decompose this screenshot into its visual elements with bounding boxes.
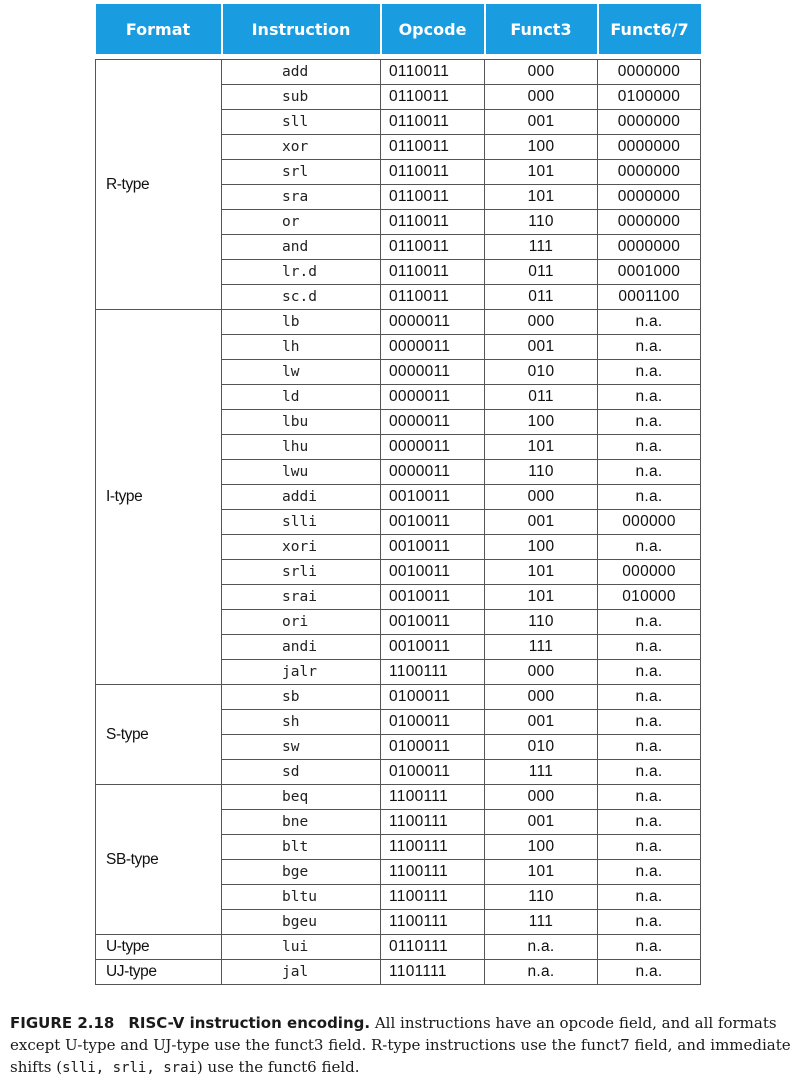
opcode-cell: 0110011: [381, 185, 485, 210]
funct3-cell: 001: [485, 510, 598, 535]
funct3-cell: 010: [485, 735, 598, 760]
opcode-cell: 0010011: [381, 535, 485, 560]
header-opcode: Opcode: [381, 4, 485, 54]
funct67-cell: n.a.: [598, 735, 701, 760]
table-row: [96, 685, 701, 710]
funct67-cell: n.a.: [598, 385, 701, 410]
funct67-cell: 0001100: [598, 285, 701, 310]
funct3-cell: 011: [485, 385, 598, 410]
opcode-cell: 0110011: [381, 135, 485, 160]
opcode-cell: 0110011: [381, 235, 485, 260]
opcode-cell: 0110011: [381, 110, 485, 135]
funct67-cell: 0000000: [598, 135, 701, 160]
funct3-cell: 111: [485, 235, 598, 260]
caption-text-before: All instructions have an opcode field, and all formats except U-type and UJ-type use the funct3 field. R-type instructions use the funct7 field, and immediate shifts (: [10, 1014, 791, 1076]
instruction-cell: srai: [222, 585, 381, 610]
instruction-cell: ori: [222, 610, 381, 635]
instruction-cell: bge: [222, 860, 381, 885]
opcode-cell: 0010011: [381, 635, 485, 660]
opcode-cell: 0110011: [381, 60, 485, 85]
opcode-cell: 0110011: [381, 285, 485, 310]
instruction-cell: andi: [222, 635, 381, 660]
format-cell: U-type: [96, 935, 222, 960]
instruction-encoding-table: [95, 4, 701, 985]
header-format: Format: [96, 4, 222, 54]
instruction-cell: srli: [222, 560, 381, 585]
opcode-cell: 1100111: [381, 785, 485, 810]
instruction-cell: ld: [222, 385, 381, 410]
instruction-cell: blt: [222, 835, 381, 860]
instruction-cell: sra: [222, 185, 381, 210]
opcode-cell: 1100111: [381, 660, 485, 685]
instruction-cell: srl: [222, 160, 381, 185]
instruction-cell: jalr: [222, 660, 381, 685]
instruction-cell: bgeu: [222, 910, 381, 935]
funct67-cell: n.a.: [598, 660, 701, 685]
funct3-cell: 110: [485, 885, 598, 910]
instruction-cell: or: [222, 210, 381, 235]
funct67-cell: 0000000: [598, 110, 701, 135]
funct3-cell: 100: [485, 135, 598, 160]
funct67-cell: n.a.: [598, 410, 701, 435]
funct3-cell: 110: [485, 210, 598, 235]
funct3-cell: 100: [485, 410, 598, 435]
header-funct67: Funct6/7: [598, 4, 701, 54]
instruction-cell: xor: [222, 135, 381, 160]
funct3-cell: 111: [485, 760, 598, 785]
opcode-cell: 0000011: [381, 360, 485, 385]
instruction-cell: lh: [222, 335, 381, 360]
funct3-cell: 000: [485, 60, 598, 85]
instruction-cell: bltu: [222, 885, 381, 910]
opcode-cell: 0110111: [381, 935, 485, 960]
funct67-cell: n.a.: [598, 835, 701, 860]
funct67-cell: 000000: [598, 510, 701, 535]
table-row: [96, 310, 701, 335]
opcode-cell: 0110011: [381, 160, 485, 185]
funct67-cell: n.a.: [598, 360, 701, 385]
funct3-cell: 101: [485, 160, 598, 185]
format-cell: I-type: [96, 310, 222, 685]
instruction-cell: lb: [222, 310, 381, 335]
funct3-cell: 001: [485, 810, 598, 835]
funct67-cell: n.a.: [598, 335, 701, 360]
opcode-cell: 1100111: [381, 910, 485, 935]
instruction-cell: lr.d: [222, 260, 381, 285]
instruction-cell: and: [222, 235, 381, 260]
funct67-cell: n.a.: [598, 960, 701, 985]
funct3-cell: 101: [485, 435, 598, 460]
instruction-cell: lw: [222, 360, 381, 385]
opcode-cell: 0010011: [381, 585, 485, 610]
funct67-cell: 000000: [598, 560, 701, 585]
format-cell: SB-type: [96, 785, 222, 935]
funct67-cell: n.a.: [598, 860, 701, 885]
opcode-cell: 0110011: [381, 85, 485, 110]
funct3-cell: 100: [485, 535, 598, 560]
funct67-cell: n.a.: [598, 460, 701, 485]
funct67-cell: n.a.: [598, 910, 701, 935]
instruction-cell: add: [222, 60, 381, 85]
funct67-cell: 0001000: [598, 260, 701, 285]
funct3-cell: 000: [485, 685, 598, 710]
opcode-cell: 0000011: [381, 435, 485, 460]
funct67-cell: 0000000: [598, 160, 701, 185]
header-instruction: Instruction: [222, 4, 381, 54]
format-cell: S-type: [96, 685, 222, 785]
instruction-cell: slli: [222, 510, 381, 535]
opcode-cell: 0000011: [381, 335, 485, 360]
table-row: [96, 60, 701, 85]
funct3-cell: n.a.: [485, 960, 598, 985]
instruction-cell: sll: [222, 110, 381, 135]
funct67-cell: n.a.: [598, 760, 701, 785]
instruction-cell: lbu: [222, 410, 381, 435]
funct67-cell: n.a.: [598, 710, 701, 735]
instruction-cell: lwu: [222, 460, 381, 485]
opcode-cell: 0110011: [381, 210, 485, 235]
opcode-cell: 0100011: [381, 685, 485, 710]
instruction-cell: jal: [222, 960, 381, 985]
funct3-cell: 101: [485, 860, 598, 885]
table-row: [96, 935, 701, 960]
funct3-cell: 001: [485, 335, 598, 360]
funct67-cell: 0000000: [598, 185, 701, 210]
instruction-cell: lui: [222, 935, 381, 960]
funct67-cell: 010000: [598, 585, 701, 610]
instruction-cell: sh: [222, 710, 381, 735]
instruction-cell: bne: [222, 810, 381, 835]
funct3-cell: 000: [485, 660, 598, 685]
instruction-cell: sc.d: [222, 285, 381, 310]
funct67-cell: n.a.: [598, 685, 701, 710]
opcode-cell: 1100111: [381, 835, 485, 860]
table-row: [96, 960, 701, 985]
opcode-cell: 1100111: [381, 810, 485, 835]
funct67-cell: n.a.: [598, 810, 701, 835]
opcode-cell: 0000011: [381, 385, 485, 410]
funct3-cell: 001: [485, 710, 598, 735]
funct67-cell: 0000000: [598, 210, 701, 235]
funct3-cell: 000: [485, 310, 598, 335]
instruction-cell: sd: [222, 760, 381, 785]
instruction-cell: sub: [222, 85, 381, 110]
format-cell: R-type: [96, 60, 222, 310]
funct67-cell: n.a.: [598, 435, 701, 460]
funct3-cell: n.a.: [485, 935, 598, 960]
funct67-cell: 0000000: [598, 60, 701, 85]
opcode-cell: 1101111: [381, 960, 485, 985]
opcode-cell: 1100111: [381, 885, 485, 910]
funct3-cell: 101: [485, 185, 598, 210]
funct3-cell: 101: [485, 585, 598, 610]
opcode-cell: 0100011: [381, 760, 485, 785]
opcode-cell: 0100011: [381, 710, 485, 735]
funct67-cell: n.a.: [598, 635, 701, 660]
opcode-cell: 0010011: [381, 510, 485, 535]
funct67-cell: 0100000: [598, 85, 701, 110]
funct3-cell: 000: [485, 85, 598, 110]
funct3-cell: 110: [485, 610, 598, 635]
opcode-cell: 0010011: [381, 560, 485, 585]
instruction-cell: lhu: [222, 435, 381, 460]
opcode-cell: 0000011: [381, 310, 485, 335]
funct67-cell: n.a.: [598, 785, 701, 810]
figure-title: RISC-V instruction encoding.: [128, 1014, 371, 1032]
funct67-cell: n.a.: [598, 310, 701, 335]
funct3-cell: 011: [485, 285, 598, 310]
instruction-cell: sb: [222, 685, 381, 710]
funct67-cell: n.a.: [598, 935, 701, 960]
funct67-cell: n.a.: [598, 885, 701, 910]
format-cell: UJ-type: [96, 960, 222, 985]
caption-text-after: ) use the funct6 field.: [196, 1058, 360, 1076]
opcode-cell: 0010011: [381, 610, 485, 635]
funct3-cell: 111: [485, 635, 598, 660]
funct3-cell: 110: [485, 460, 598, 485]
opcode-cell: 0000011: [381, 460, 485, 485]
figure-caption: [10, 1012, 802, 1079]
header-funct3: Funct3: [485, 4, 598, 54]
funct3-cell: 111: [485, 910, 598, 935]
instruction-cell: beq: [222, 785, 381, 810]
funct3-cell: 001: [485, 110, 598, 135]
opcode-cell: 0100011: [381, 735, 485, 760]
caption-code: slli, srli, srai: [62, 1060, 197, 1076]
funct67-cell: n.a.: [598, 535, 701, 560]
figure-label: FIGURE 2.18: [10, 1014, 115, 1032]
instruction-cell: xori: [222, 535, 381, 560]
instruction-cell: addi: [222, 485, 381, 510]
table-header-row: [96, 4, 701, 54]
funct3-cell: 100: [485, 835, 598, 860]
opcode-cell: 1100111: [381, 860, 485, 885]
opcode-cell: 0000011: [381, 410, 485, 435]
funct3-cell: 101: [485, 560, 598, 585]
funct3-cell: 011: [485, 260, 598, 285]
funct3-cell: 000: [485, 485, 598, 510]
funct67-cell: n.a.: [598, 610, 701, 635]
table-row: [96, 785, 701, 810]
instruction-cell: sw: [222, 735, 381, 760]
table-body: [96, 54, 701, 985]
opcode-cell: 0010011: [381, 485, 485, 510]
funct67-cell: n.a.: [598, 485, 701, 510]
funct67-cell: 0000000: [598, 235, 701, 260]
funct3-cell: 000: [485, 785, 598, 810]
opcode-cell: 0110011: [381, 260, 485, 285]
funct3-cell: 010: [485, 360, 598, 385]
